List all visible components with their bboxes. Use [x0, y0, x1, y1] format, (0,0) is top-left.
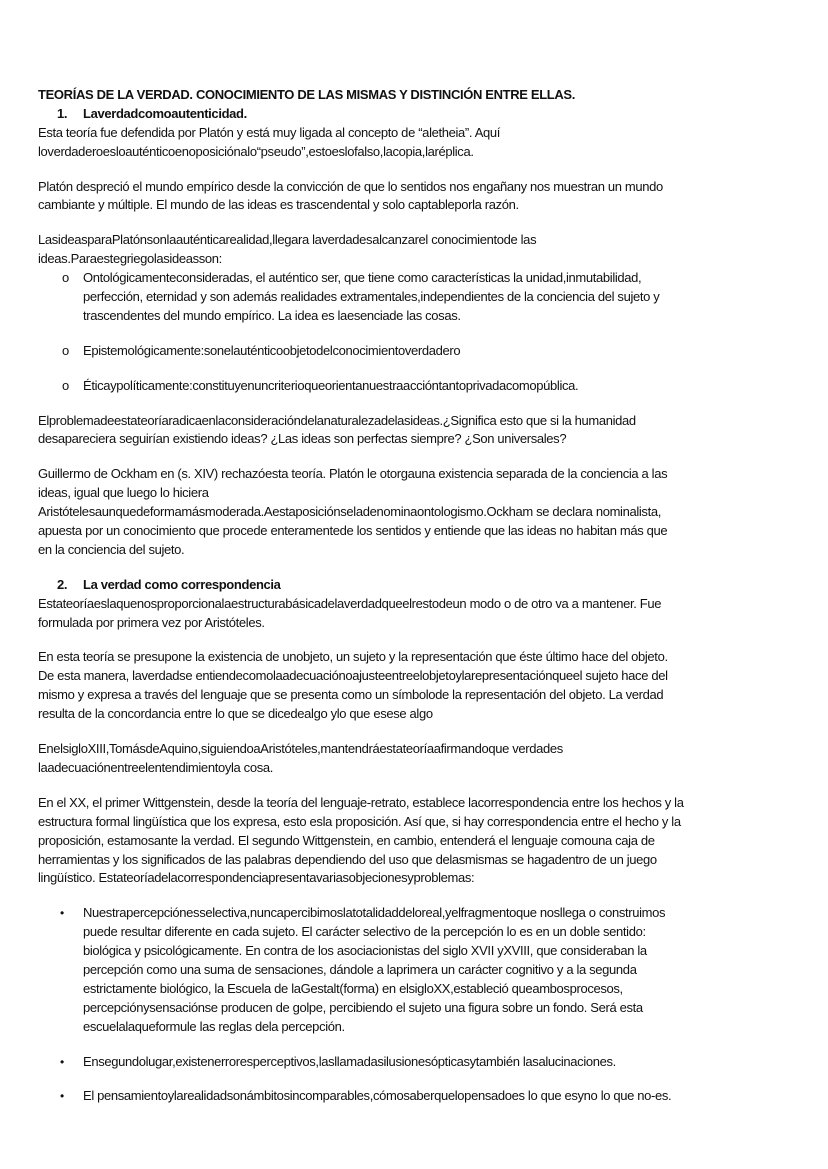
section-2-heading [38, 576, 808, 595]
section-number: 2. [57, 576, 68, 592]
text-line: Ontológicamenteconsideradas, el auténtico ser, que tiene como características la unidad,inmutabilidad, [83, 270, 642, 286]
paragraph [38, 412, 808, 450]
text-line: cambiante y múltiple. El mundo de las ideas es trascendental y solo captableporla razón. [38, 197, 519, 213]
paragraph [38, 794, 808, 888]
text-line: percepción como una suma de sensaciones, dándole a laprimera un carácter cognitivo y a la segunda [83, 961, 637, 977]
text-line: lingüístico. Estateoríadelacorrespondenciapresentavariasobjecionesyproblemas: [38, 870, 475, 886]
section-1-heading [38, 105, 808, 124]
list-item [38, 377, 808, 396]
paragraph [38, 231, 808, 269]
text-line: Platón despreció el mundo empírico desde la convicción de que lo sentidos nos engañany nos muestran un mundo [38, 178, 663, 194]
text-line: Aristótelesaunquedeformamásmoderada.Aestaposiciónseladenominaontologismo.Ockham se declara nominalista, [38, 504, 661, 520]
text-line: estructura formal lingüística que los expresa, esto esla proposición. Así que, si hay correspondencia entre el hecho y la [38, 813, 681, 829]
text-line: herramientas y los significados de las palabras dependiendo del uso que delasmismas se hagadentro de un juego [38, 851, 657, 867]
document-page [38, 86, 808, 1106]
text-line: Éticaypolíticamente:constituyenuncriterioqueorientanuestraaccióntantoprivadacomopública. [83, 377, 579, 393]
text-line: Epistemológicamente:sonelauténticoobjetodelconocimientoverdadero [83, 342, 461, 358]
text-line: En el XX, el primer Wittgenstein, desde la teoría del lenguaje-retrato, establece lacorrespondencia entre los hechos y la [38, 794, 684, 810]
text-line: trascendentes del mundo empírico. La idea es laesenciade las cosas. [83, 307, 461, 323]
text-line: Estateoríaeslaquenosproporcionalaestructurabásicadelaverdadqueelrestodeun modo o de otro va a mantener. Fue [38, 595, 662, 611]
text-line: resulta de la concordancia entre lo que se dicedealgo ylo que esese algo [38, 706, 433, 722]
text-line: EnelsigloXIII,TomásdeAquino,siguiendoaAristóteles,mantendráestateoríaafirmandoque verdades [38, 741, 563, 757]
text-line: Elproblemadeestateoríaradicaenlaconsideracióndelanaturalezadelasideas.¿Significa esto que si la humanidad [38, 412, 636, 428]
bullet-dot-icon: • [60, 1089, 64, 1104]
list-item [38, 1053, 808, 1072]
text-line: puede resultar diferente en cada sujeto. El carácter selectivo de la percepción lo es en un doble sentido: [83, 924, 646, 940]
document-title: TEORÍAS DE LA VERDAD. CONOCIMIENTO DE LAS MISMAS Y DISTINCIÓN ENTRE ELLAS. [38, 87, 575, 102]
section-number: 1. [57, 105, 68, 121]
text-line: LasideasparaPlatónsonlaauténticarealidad,llegara laverdadesalcanzarel conocimientode las [38, 232, 537, 248]
paragraph [38, 465, 808, 559]
text-line: laadecuaciónentreelentendimientoyla cosa. [38, 759, 273, 775]
text-line: estrictamente biológico, la Escuela de laGestalt(forma) en elsigloXX,estableció queambosprocesos, [83, 980, 623, 996]
list-item [38, 1087, 808, 1106]
section-heading-text: La verdad como correspondencia [83, 576, 281, 592]
text-line: formulada por primera vez por Aristóteles. [38, 614, 265, 630]
text-line: desapareciera seguirían existiendo ideas? ¿Las ideas son perfectas siempre? ¿Son universales? [38, 431, 567, 447]
text-line: en la conciencia del sujeto. [38, 541, 185, 557]
text-line: proposición, estamosante la verdad. El segundo Wittgenstein, en cambio, entenderá el lenguaje comouna caja de [38, 832, 655, 848]
bullet-dot-icon: • [60, 1054, 64, 1069]
text-line: Guillermo de Ockham en (s. XIV) rechazóesta teoría. Platón le otorgauna existencia separada de la conciencia a las [38, 466, 668, 482]
text-line: En esta teoría se presupone la existencia de unobjeto, un sujeto y la representación que éste último hace del objeto. [38, 649, 668, 665]
text-line: De esta manera, laverdadse entiendecomolaadecuaciónoajusteentreelobjetoylarepresentaciónqueel sujeto hace del [38, 668, 668, 684]
section-heading-text: Laverdadcomoautenticidad. [83, 105, 247, 121]
list-item [38, 904, 808, 1036]
text-line: ideas, igual que luego lo hiciera [38, 485, 209, 501]
text-line: loverdaderoesloauténticoenoposiciónalo“pseudo”,estoeslofalso,lacopia,laréplica. [38, 143, 474, 159]
text-line: biológica y psicológicamente. En contra de los asociacionistas del siglo XVII yXVIII, que consideraban la [83, 943, 647, 959]
bullet-dot-icon: • [60, 906, 64, 921]
paragraph [38, 740, 808, 778]
text-line: ideas.Paraestegriegolasideasson: [38, 251, 222, 267]
paragraph [38, 124, 808, 162]
circle-bullet-icon: o [62, 377, 69, 393]
text-line: perfección, eternidad y son además realidades extramentales,independientes de la conciencia del sujeto y [83, 289, 660, 305]
paragraph [38, 595, 808, 633]
circle-bullet-icon: o [62, 342, 69, 358]
list-item [38, 342, 808, 361]
text-line: apuesta por un conocimiento que procede enteramentede los sentidos y entiende que las ideas no habitan más que [38, 523, 668, 539]
paragraph [38, 178, 808, 216]
text-line: percepciónysensaciónse producen de golpe, percibiendo el sujeto una figura sobre un fondo. Será esta [83, 999, 643, 1015]
text-line: escuelalaqueformule las reglas dela percepción. [83, 1018, 345, 1034]
text-line: Nuestrapercepciónesselectiva,nuncapercibimoslatotalidaddeloreal,yelfragmentoque nosllega o construimos [83, 905, 666, 921]
circle-bullet-icon: o [62, 270, 69, 286]
paragraph [38, 648, 808, 724]
text-line: Esta teoría fue defendida por Platón y está muy ligada al concepto de “aletheia”. Aquí [38, 124, 501, 140]
text-line: mismo y expresa a través del lenguaje que se presenta como un símbolode la representación del objeto. La verdad [38, 687, 664, 703]
text-line: El pensamientoylarealidadsonámbitosincomparables,cómosaberquelopensadoes lo que esyno lo que no-es. [83, 1088, 672, 1104]
text-line: Ensegundolugar,existenerroresperceptivos,lasllamadasilusionesópticasytambién lasalucinaciones. [83, 1053, 616, 1069]
list-item [38, 269, 808, 326]
